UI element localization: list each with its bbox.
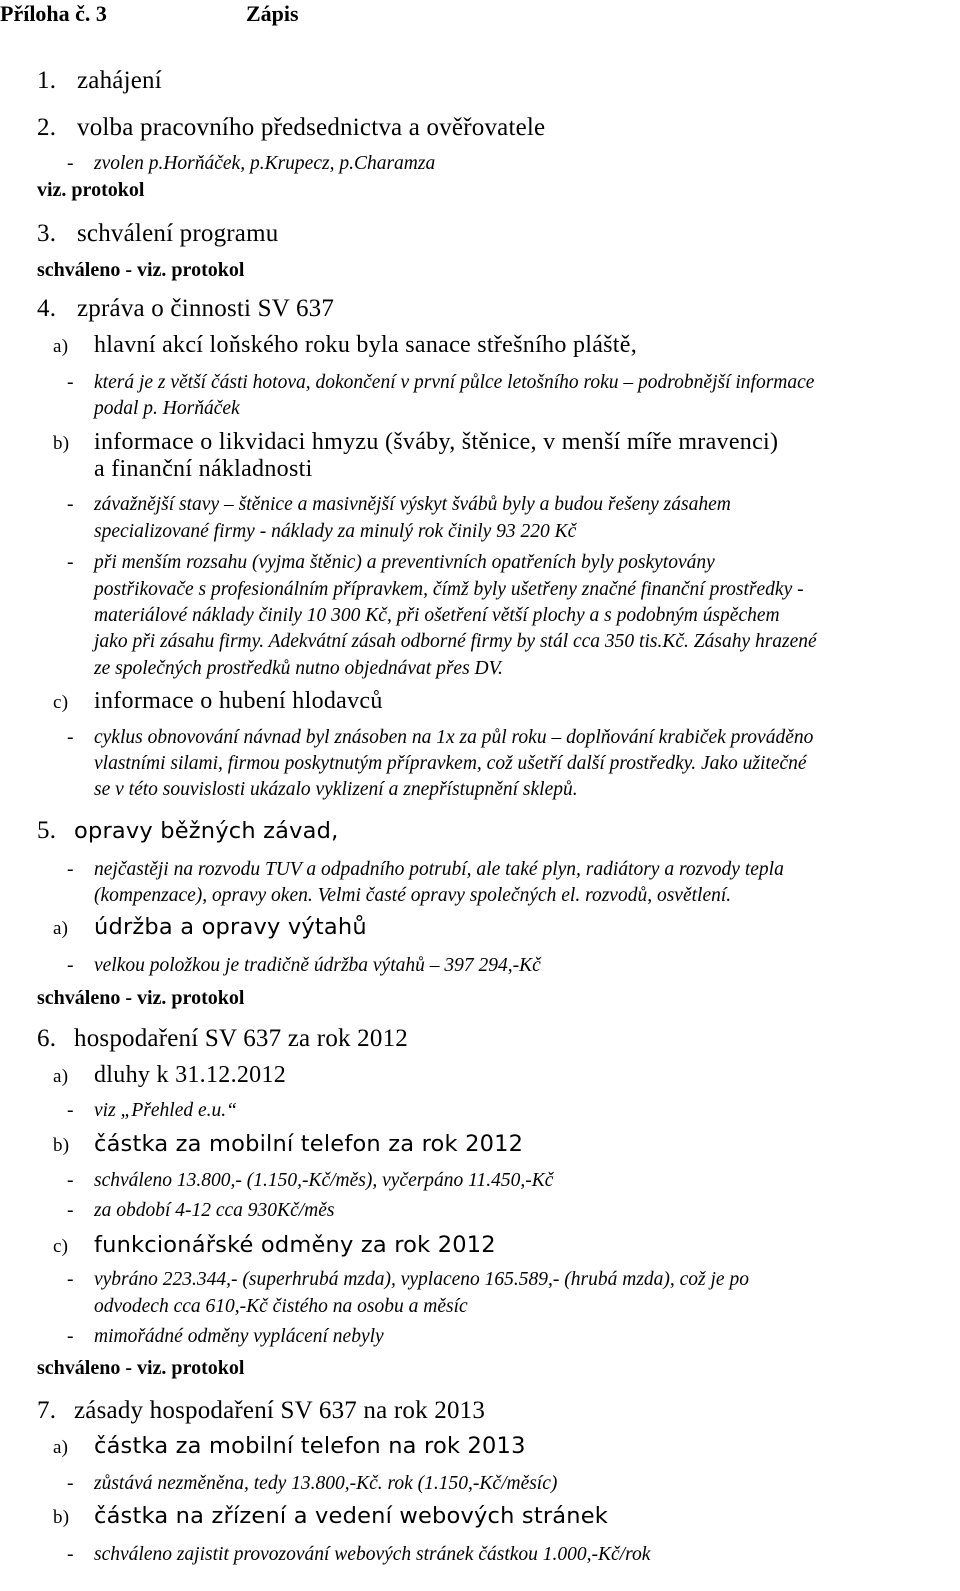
item-7a-bullet: - zůstává nezměněna, tedy 13.800,-Kč. rok (1.150,-Kč/měsíc): [67, 1473, 558, 1494]
item-5-line-1-text: nejčastěji na rozvodu TUV a odpadního potrubí, ale také plyn, radiátory a rozvody tepla: [94, 859, 784, 880]
item-5a-letter: a): [53, 918, 69, 939]
item-4b-bullet-2-line-5: ze společných prostředků nutno objednávat přes DV.: [94, 658, 503, 679]
item-5-line-1: - nejčastěji na rozvodu TUV a odpadního potrubí, ale také plyn, radiátory a rozvody tepla: [67, 859, 784, 880]
protocol-note-1: viz. protokol: [37, 179, 145, 201]
item-4b-text-2: a finanční nákladnosti: [94, 456, 313, 482]
page-title: Zápis: [246, 1, 299, 26]
item-6a: [53, 1063, 286, 1087]
item-6b-bullet-2: - za období 4-12 cca 930Kč/měs: [67, 1200, 335, 1221]
item-4b-letter: b): [53, 433, 70, 454]
item-2: [37, 115, 545, 140]
approval-note-2: schváleno - viz. protokol: [37, 987, 245, 1009]
item-6a-bullet-text: viz „Přehled e.u.“: [94, 1100, 237, 1121]
item-4a-line-1: - která je z větší části hotova, dokončení v první půlce letošního roku – podrobnější informace: [67, 372, 815, 393]
item-4b: [53, 430, 778, 454]
item-7b: [53, 1505, 608, 1528]
item-5: [37, 818, 339, 843]
item-7b-bullet: - schváleno zajistit provozování webových stránek částkou 1.000,-Kč/rok: [67, 1544, 651, 1565]
item-6b-letter: b): [53, 1135, 70, 1156]
item-4c-line-1: - cyklus obnovování návnad byl znásoben na 1x za půl roku – doplňování krabiček prováděno: [67, 727, 814, 748]
item-4b-bullet-2-line-3: materiálové náklady činily 10 300 Kč, při ošetření větší plochy a s podobným úspěchem: [94, 605, 780, 626]
attachment-label: Příloha č. 3: [0, 1, 107, 26]
approval-note-1: schváleno - viz. protokol: [37, 259, 245, 281]
item-4b-bullet-1-line-2: specializované firmy - náklady za minulý rok činily 93 220 Kč: [94, 521, 577, 542]
item-4a-letter: a): [53, 336, 69, 357]
item-6c-bullet-2-text: mimořádné odměny vyplácení nebyly: [94, 1326, 384, 1347]
item-3-number: 3.: [37, 220, 57, 247]
item-6a-bullet: - viz „Přehled e.u.“: [67, 1100, 237, 1121]
item-6b-bullet-1-text: schváleno 13.800,- (1.150,-Kč/měs), vyčerpáno 11.450,-Kč: [94, 1170, 554, 1191]
item-6c-bullet-1: - vybráno 223.344,- (superhrubá mzda), vyplaceno 165.589,- (hrubá mzda), což je po: [67, 1269, 749, 1290]
item-6c-letter: c): [53, 1236, 69, 1257]
item-4c-text: informace o hubení hlodavců: [94, 688, 383, 714]
item-4b-bullet-1-text: závažnější stavy – štěnice a masivnější výskyt švábů byly a budou řešeny zásahem: [94, 494, 731, 515]
item-4b-bullet-2-line-4: jako při zásahu firmy. Adekvátní zásah odborné firmy by stál cca 350 tis.Kč. Zásahy hrazené: [94, 631, 817, 652]
item-3: [37, 221, 278, 246]
item-7: [37, 1398, 485, 1423]
item-5a: [53, 916, 367, 939]
item-4c-line-1-text: cyklus obnovování návnad byl znásoben na 1x za půl roku – doplňování krabiček prováděno: [94, 727, 814, 748]
item-7a: [53, 1435, 526, 1458]
item-6a-text: dluhy k 31.12.2012: [94, 1062, 287, 1088]
item-6c-bullet-2: - mimořádné odměny vyplácení nebyly: [67, 1326, 384, 1347]
item-4-text: zpráva o činnosti SV 637: [77, 295, 335, 322]
item-6c-bullet-1-text: vybráno 223.344,- (superhrubá mzda), vyplaceno 165.589,- (hrubá mzda), což je po: [94, 1269, 749, 1290]
item-5a-text: údržba a opravy výtahů: [94, 914, 367, 940]
item-4: [37, 296, 334, 321]
item-6c: [53, 1234, 496, 1257]
item-4c-line-2: vlastními silami, firmou poskytnutým přípravkem, což ušetří další prostředky. Jako užitečné: [94, 753, 807, 774]
item-6b-bullet-1: - schváleno 13.800,- (1.150,-Kč/měs), vyčerpáno 11.450,-Kč: [67, 1170, 554, 1191]
item-6b: [53, 1133, 523, 1156]
item-4b-bullet-1: - závažnější stavy – štěnice a masivnější výskyt švábů byly a budou řešeny zásahem: [67, 494, 731, 515]
item-4b-bullet-2-line-2: postřikovače s profesionálním přípravkem, čímž byly ušetřeny značné finanční prostředky -: [94, 579, 804, 600]
item-5a-bullet-text: velkou položkou je tradičně údržba výtahů – 397 294,-Kč: [94, 955, 541, 976]
item-4a: [53, 333, 637, 357]
item-5-text: opravy běžných závad,: [74, 818, 339, 844]
item-2-number: 2.: [37, 114, 57, 141]
item-1-text: zahájení: [77, 67, 162, 94]
item-4c-line-3: se v této souvislosti ukázalo vyklizení a znepřístupnění sklepů.: [94, 779, 578, 800]
item-2-bullet: - zvolen p.Horňáček, p.Krupecz, p.Charamza: [67, 153, 436, 174]
approval-note-3: schváleno - viz. protokol: [37, 1357, 245, 1379]
item-6c-bullet-1-line-2: odvodech cca 610,-Kč čistého na osobu a měsíc: [94, 1296, 468, 1317]
item-4b-bullet-2-text: při menším rozsahu (vyjma štěnic) a preventivních opatřeních byly poskytovány: [94, 552, 715, 573]
item-5a-bullet: - velkou položkou je tradičně údržba výtahů – 397 294,-Kč: [67, 955, 541, 976]
item-4a-line-2: podal p. Horňáček: [94, 398, 240, 419]
item-4-number: 4.: [37, 295, 57, 322]
item-7b-text: částka na zřízení a vedení webových stránek: [94, 1503, 609, 1529]
item-4a-line-1-text: která je z větší části hotova, dokončení v první půlce letošního roku – podrobnější informace: [94, 372, 815, 393]
item-2-text: volba pracovního předsednictva a ověřovatele: [77, 114, 546, 141]
item-3-text: schválení programu: [77, 220, 279, 247]
item-5-number: 5.: [37, 817, 57, 844]
item-6: [37, 1026, 408, 1051]
item-6c-text: funkcionářské odměny za rok 2012: [94, 1232, 496, 1258]
item-7-text: zásady hospodaření SV 637 na rok 2013: [74, 1397, 486, 1424]
item-6b-bullet-2-text: za období 4-12 cca 930Kč/měs: [94, 1200, 335, 1221]
item-4b-text: informace o likvidaci hmyzu (šváby, štěnice, v menší míře mravenci): [94, 429, 779, 455]
item-7a-bullet-text: zůstává nezměněna, tedy 13.800,-Kč. rok (1.150,-Kč/měsíc): [94, 1473, 558, 1494]
item-1: [37, 68, 162, 93]
item-7a-text: částka za mobilní telefon na rok 2013: [94, 1433, 526, 1459]
item-6b-text: částka za mobilní telefon za rok 2012: [94, 1131, 524, 1157]
item-4c-letter: c): [53, 692, 69, 713]
item-6a-letter: a): [53, 1066, 69, 1087]
item-7b-letter: b): [53, 1507, 70, 1528]
item-4c: [53, 689, 383, 713]
item-4a-text: hlavní akcí loňského roku byla sanace střešního pláště,: [94, 332, 638, 358]
item-6-text: hospodaření SV 637 za rok 2012: [74, 1025, 408, 1052]
item-7-number: 7.: [37, 1397, 57, 1424]
item-6-number: 6.: [37, 1025, 57, 1052]
item-2-bullet-text: zvolen p.Horňáček, p.Krupecz, p.Charamza: [94, 153, 436, 174]
item-4b-bullet-2: - při menším rozsahu (vyjma štěnic) a preventivních opatřeních byly poskytovány: [67, 552, 715, 573]
item-7b-bullet-text: schváleno zajistit provozování webových stránek částkou 1.000,-Kč/rok: [94, 1544, 651, 1565]
item-1-number: 1.: [37, 67, 57, 94]
item-5-line-2: (kompenzace), opravy oken. Velmi časté opravy společných el. rozvodů, osvětlení.: [94, 885, 732, 906]
item-7a-letter: a): [53, 1437, 69, 1458]
